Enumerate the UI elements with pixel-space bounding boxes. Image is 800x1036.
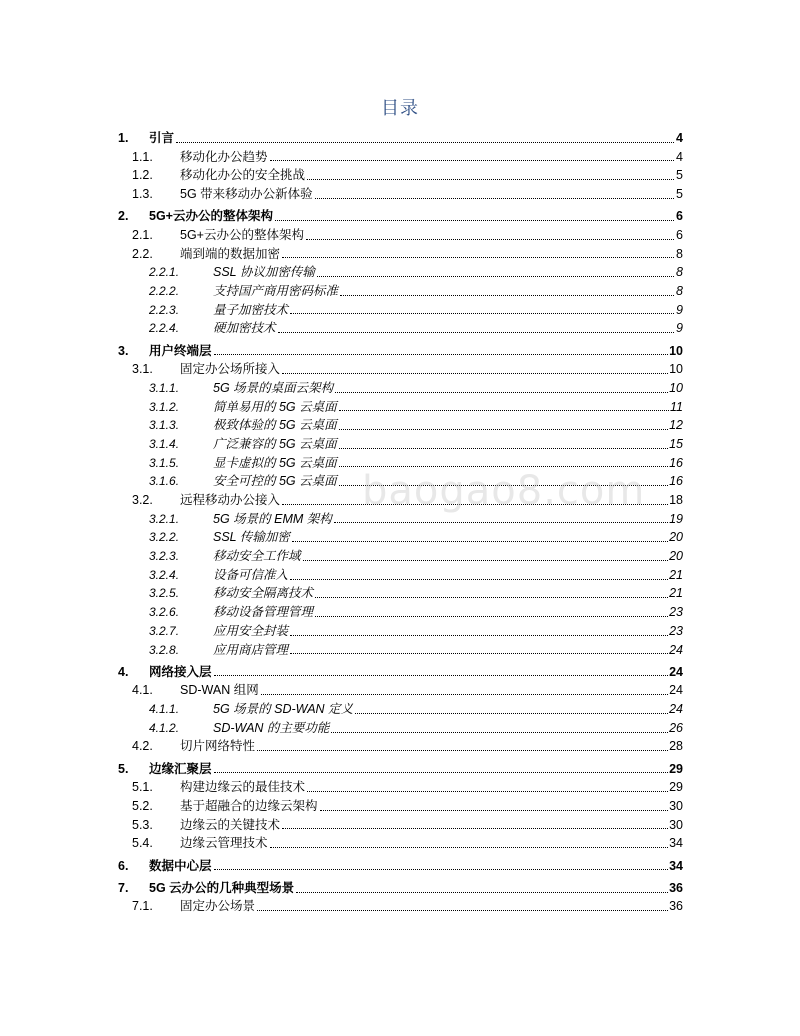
- toc-dot-leader: [334, 510, 668, 529]
- toc-entry-page-number: 9: [676, 321, 683, 336]
- toc-entry-level-3[interactable]: [118, 641, 683, 660]
- toc-entry-page-number: 10: [669, 380, 683, 395]
- toc-entry-page-number: 5: [676, 187, 683, 202]
- toc-dot-leader: [315, 585, 668, 604]
- toc-entry-title: 硬加密技术: [213, 321, 276, 336]
- toc-dot-leader: [331, 719, 668, 738]
- toc-entry-level-3[interactable]: [118, 301, 683, 320]
- toc-entry-level-2[interactable]: [118, 816, 683, 835]
- toc-entry-title: 边缘汇聚层: [149, 761, 212, 776]
- toc-entry-level-2[interactable]: [118, 360, 683, 379]
- toc-dot-leader: [290, 622, 668, 641]
- toc-entry-number: 3.2.: [132, 493, 153, 508]
- toc-entry-number: 3.2.8.: [149, 642, 180, 657]
- toc-dot-leader: [317, 263, 674, 282]
- toc-dot-leader: [335, 379, 668, 398]
- toc-entry-page-number: 12: [669, 418, 683, 433]
- toc-entry-title: 远程移动办公接入: [180, 493, 281, 508]
- toc-entry-number: 7.1.: [132, 899, 153, 914]
- toc-entry-number: 1.: [118, 130, 129, 145]
- toc-entry-title: SSL 协议加密传输: [213, 265, 315, 280]
- toc-entry-page-number: 4: [676, 149, 683, 164]
- toc-entry-title: 移动安全工作域: [213, 549, 301, 564]
- toc-entry-level-3[interactable]: [118, 263, 683, 282]
- toc-entry-title: 5G 场景的 SD-WAN 定义: [213, 702, 354, 717]
- toc-entry-page-number: 6: [676, 209, 683, 224]
- toc-dot-leader: [292, 528, 668, 547]
- toc-entry-page-number: 10: [669, 343, 683, 358]
- toc-entry-page-number: 30: [669, 817, 683, 832]
- toc-entry-level-1[interactable]: [118, 129, 683, 148]
- toc-entry-number: 3.1.1.: [149, 380, 180, 395]
- toc-entry-title: 用户终端层: [149, 343, 212, 358]
- toc-entry-level-3[interactable]: [118, 319, 683, 338]
- toc-entry-page-number: 9: [676, 302, 683, 317]
- toc-entry-number: 4.1.2.: [149, 720, 180, 735]
- toc-entry-level-2[interactable]: [118, 166, 683, 185]
- toc-entry-title: 边缘云的关键技术: [180, 817, 281, 832]
- toc-entry-page-number: 34: [669, 836, 683, 851]
- toc-entry-level-3[interactable]: [118, 719, 683, 738]
- toc-entry-number: 5.1.: [132, 780, 153, 795]
- toc-entry-number: 2.: [118, 209, 129, 224]
- toc-entry-page-number: 23: [669, 605, 683, 620]
- toc-entry-number: 5.4.: [132, 836, 153, 851]
- toc-entry-page-number: 23: [669, 623, 683, 638]
- toc-entry-title: 固定办公场所接入: [180, 362, 281, 377]
- toc-entry-number: 6.: [118, 858, 129, 873]
- toc-dot-leader: [275, 207, 674, 226]
- toc-entry-number: 3.2.2.: [149, 530, 180, 545]
- toc-entry-level-2[interactable]: [118, 898, 683, 917]
- toc-entry-level-1[interactable]: [118, 760, 683, 779]
- toc-entry-number: 3.2.6.: [149, 605, 180, 620]
- toc-dot-leader: [257, 738, 668, 757]
- toc-entry-level-1[interactable]: [118, 663, 683, 682]
- toc-entry-number: 2.2.3.: [149, 302, 180, 317]
- toc-dot-leader: [270, 148, 674, 167]
- toc-dot-leader: [296, 879, 668, 898]
- toc-entry-title: 固定办公场景: [180, 899, 256, 914]
- toc-entry-level-3[interactable]: [118, 435, 683, 454]
- toc-dot-leader: [307, 166, 674, 185]
- toc-entry-page-number: 8: [676, 265, 683, 280]
- toc-entry-number: 2.2.: [132, 246, 153, 261]
- toc-dot-leader: [214, 342, 669, 361]
- toc-entry-level-2[interactable]: [118, 738, 683, 757]
- toc-entry-level-2[interactable]: [118, 778, 683, 797]
- toc-entry-level-3[interactable]: [118, 585, 683, 604]
- toc-entry-title: SD-WAN 的主要功能: [213, 720, 330, 735]
- toc-entry-title: 显卡虚拟的 5G 云桌面: [213, 455, 337, 470]
- toc-entry-page-number: 16: [669, 474, 683, 489]
- toc-entry-number: 3.1.: [132, 362, 153, 377]
- toc-entry-page-number: 24: [669, 702, 683, 717]
- toc-entry-page-number: 8: [676, 246, 683, 261]
- toc-entry-title: 应用商店管理: [213, 642, 289, 657]
- toc-entry-level-3[interactable]: [118, 416, 683, 435]
- toc-entry-title: 边缘云管理技术: [180, 836, 268, 851]
- toc-entry-page-number: 8: [676, 283, 683, 298]
- toc-entry-number: 3.1.6.: [149, 474, 180, 489]
- toc-entry-title: 广泛兼容的 5G 云桌面: [213, 436, 337, 451]
- toc-entry-page-number: 15: [669, 436, 683, 451]
- toc-dot-leader: [214, 857, 669, 876]
- toc-entry-title: 应用安全封装: [213, 623, 289, 638]
- toc-entry-title: 网络接入层: [149, 664, 212, 679]
- toc-entry-level-2[interactable]: [118, 491, 683, 510]
- toc-entry-title: 数据中心层: [149, 858, 212, 873]
- toc-entry-number: 3.2.7.: [149, 623, 180, 638]
- toc-entry-title: 切片网络特性: [180, 739, 256, 754]
- toc-entry-page-number: 36: [669, 880, 683, 895]
- toc-entry-title: 移动设备管理管理: [213, 605, 314, 620]
- toc-entry-level-3[interactable]: [118, 398, 683, 417]
- toc-dot-leader: [176, 129, 674, 148]
- toc-dot-leader: [339, 435, 668, 454]
- toc-entry-number: 3.2.1.: [149, 511, 180, 526]
- toc-entry-number: 3.1.3.: [149, 418, 180, 433]
- toc-entry-level-3[interactable]: [118, 547, 683, 566]
- toc-entry-number: 1.2.: [132, 168, 153, 183]
- toc-entry-number: 3.1.2.: [149, 399, 180, 414]
- toc-entry-title: 移动化办公的安全挑战: [180, 168, 306, 183]
- toc-title: 目录: [381, 98, 419, 118]
- toc-entry-number: 5.3.: [132, 817, 153, 832]
- toc-entry-number: 2.2.1.: [149, 265, 180, 280]
- toc-entry-level-3[interactable]: [118, 528, 683, 547]
- toc-entry-title: 构建边缘云的最佳技术: [180, 780, 306, 795]
- toc-entry-page-number: 24: [669, 664, 683, 679]
- toc-entry-number: 5.: [118, 761, 129, 776]
- toc-entry-level-2[interactable]: [118, 226, 683, 245]
- toc-dot-leader: [282, 245, 674, 264]
- toc-entry-number: 3.: [118, 343, 129, 358]
- toc-entry-level-3[interactable]: [118, 282, 683, 301]
- toc-dot-leader: [278, 319, 674, 338]
- toc-entry-page-number: 26: [669, 720, 683, 735]
- toc-dot-leader: [339, 454, 668, 473]
- toc-entry-page-number: 24: [669, 683, 683, 698]
- toc-entry-level-1[interactable]: [118, 857, 683, 876]
- toc-dot-leader: [282, 360, 668, 379]
- toc-entry-page-number: 11: [670, 399, 683, 414]
- toc-dot-leader: [303, 547, 669, 566]
- toc-entry-page-number: 29: [669, 761, 683, 776]
- toc-entry-level-3[interactable]: [118, 472, 683, 491]
- toc-entry-page-number: 21: [669, 567, 683, 582]
- toc-dot-leader: [355, 700, 668, 719]
- toc-entry-page-number: 28: [669, 739, 683, 754]
- toc-entry-page-number: 16: [669, 455, 683, 470]
- toc-entry-number: 1.3.: [132, 187, 153, 202]
- toc-entry-title: 移动化办公趋势: [180, 149, 268, 164]
- toc-entry-title: 极致体验的 5G 云桌面: [213, 418, 337, 433]
- toc-entry-number: 7.: [118, 880, 129, 895]
- toc-entry-number: 5.2.: [132, 799, 153, 814]
- toc-entry-level-3[interactable]: [118, 379, 683, 398]
- toc-entry-page-number: 34: [669, 858, 683, 873]
- toc-entry-number: 3.2.3.: [149, 549, 180, 564]
- toc-entry-level-1[interactable]: [118, 207, 683, 226]
- toc-entry-title: 5G+云办公的整体架构: [149, 209, 273, 224]
- toc-entry-page-number: 24: [669, 642, 683, 657]
- toc-entry-page-number: 29: [669, 780, 683, 795]
- toc-dot-leader: [315, 185, 674, 204]
- toc-entry-title: 设备可信准入: [213, 567, 289, 582]
- watermark: baogao8.com: [362, 468, 646, 514]
- toc-entry-number: 4.: [118, 664, 129, 679]
- toc-entry-title: 5G 场景的桌面云架构: [213, 380, 334, 395]
- toc-entry-level-3[interactable]: [118, 700, 683, 719]
- toc-entry-title: 安全可控的 5G 云桌面: [213, 474, 337, 489]
- toc-dot-leader: [214, 760, 669, 779]
- toc-dot-leader: [306, 226, 674, 245]
- toc-dot-leader: [339, 472, 668, 491]
- toc-entry-page-number: 5: [676, 168, 683, 183]
- toc-entry-page-number: 18: [669, 493, 683, 508]
- toc-entry-number: 3.2.4.: [149, 567, 180, 582]
- toc-dot-leader: [214, 663, 669, 682]
- toc-entry-page-number: 21: [669, 586, 683, 601]
- toc-entry-level-3[interactable]: [118, 454, 683, 473]
- toc-entry-number: 2.1.: [132, 227, 153, 242]
- toc-dot-leader: [339, 398, 669, 417]
- toc-entry-number: 3.2.5.: [149, 586, 180, 601]
- toc-entry-title: 简单易用的 5G 云桌面: [213, 399, 337, 414]
- toc-entry-level-1[interactable]: [118, 342, 683, 361]
- toc-entry-title: 5G 云办公的几种典型场景: [149, 880, 295, 895]
- toc-entry-title: 基于超融合的边缘云架构: [180, 799, 318, 814]
- toc-entry-page-number: 36: [669, 899, 683, 914]
- toc-entry-number: 4.1.1.: [149, 702, 180, 717]
- toc-entry-level-3[interactable]: [118, 622, 683, 641]
- toc-entry-page-number: 10: [669, 362, 683, 377]
- toc-entry-level-2[interactable]: [118, 185, 683, 204]
- toc-entry-number: 2.2.2.: [149, 283, 180, 298]
- toc-entry-number: 2.2.4.: [149, 321, 180, 336]
- toc-entry-level-2[interactable]: [118, 834, 683, 853]
- toc-entry-title: 引言: [149, 130, 175, 145]
- toc-entry-title: SSL 传输加密: [213, 530, 290, 545]
- toc-entry-title: 量子加密技术: [213, 302, 289, 317]
- toc-entry-title: 5G 场景的 EMM 架构: [213, 511, 332, 526]
- toc-entry-level-3[interactable]: [118, 603, 683, 622]
- toc-dot-leader: [290, 301, 674, 320]
- toc-dot-leader: [320, 797, 669, 816]
- toc-dot-leader: [290, 641, 668, 660]
- toc-entry-level-1[interactable]: [118, 879, 683, 898]
- toc-entry-page-number: 19: [669, 511, 683, 526]
- toc-entry-number: 4.1.: [132, 683, 153, 698]
- toc-entry-title: 5G+云办公的整体架构: [180, 227, 304, 242]
- toc-entry-number: 1.1.: [132, 149, 153, 164]
- toc-dot-leader: [270, 834, 669, 853]
- toc-entry-level-2[interactable]: [118, 797, 683, 816]
- toc-entry-title: 支持国产商用密码标准: [213, 283, 339, 298]
- toc-entry-number: 4.2.: [132, 739, 153, 754]
- toc-entry-page-number: 6: [676, 227, 683, 242]
- toc-entry-title: SD-WAN 组网: [180, 683, 259, 698]
- toc-entry-number: 3.1.5.: [149, 455, 180, 470]
- toc-entry-title: 5G 带来移动办公新体验: [180, 187, 313, 202]
- toc-dot-leader: [315, 603, 668, 622]
- toc-dot-leader: [290, 566, 668, 585]
- toc-entry-page-number: 20: [669, 549, 683, 564]
- toc-entry-level-2[interactable]: [118, 148, 683, 167]
- toc-dot-leader: [339, 416, 668, 435]
- toc-dot-leader: [282, 816, 668, 835]
- toc-dot-leader: [307, 778, 668, 797]
- toc-entry-title: 端到端的数据加密: [180, 246, 281, 261]
- toc-entry-title: 移动安全隔离技术: [213, 586, 314, 601]
- toc-entry-page-number: 4: [676, 130, 683, 145]
- toc-entry-page-number: 20: [669, 530, 683, 545]
- toc-entry-level-2[interactable]: [118, 245, 683, 264]
- toc-dot-leader: [340, 282, 674, 301]
- toc-entry-page-number: 30: [669, 799, 683, 814]
- toc-dot-leader: [282, 491, 668, 510]
- toc-dot-leader: [257, 898, 668, 917]
- toc-dot-leader: [261, 681, 668, 700]
- toc-entry-level-2[interactable]: [118, 681, 683, 700]
- toc-entry-level-3[interactable]: [118, 510, 683, 529]
- toc-entry-number: 3.1.4.: [149, 436, 180, 451]
- toc-entry-level-3[interactable]: [118, 566, 683, 585]
- table-of-contents: [118, 129, 683, 916]
